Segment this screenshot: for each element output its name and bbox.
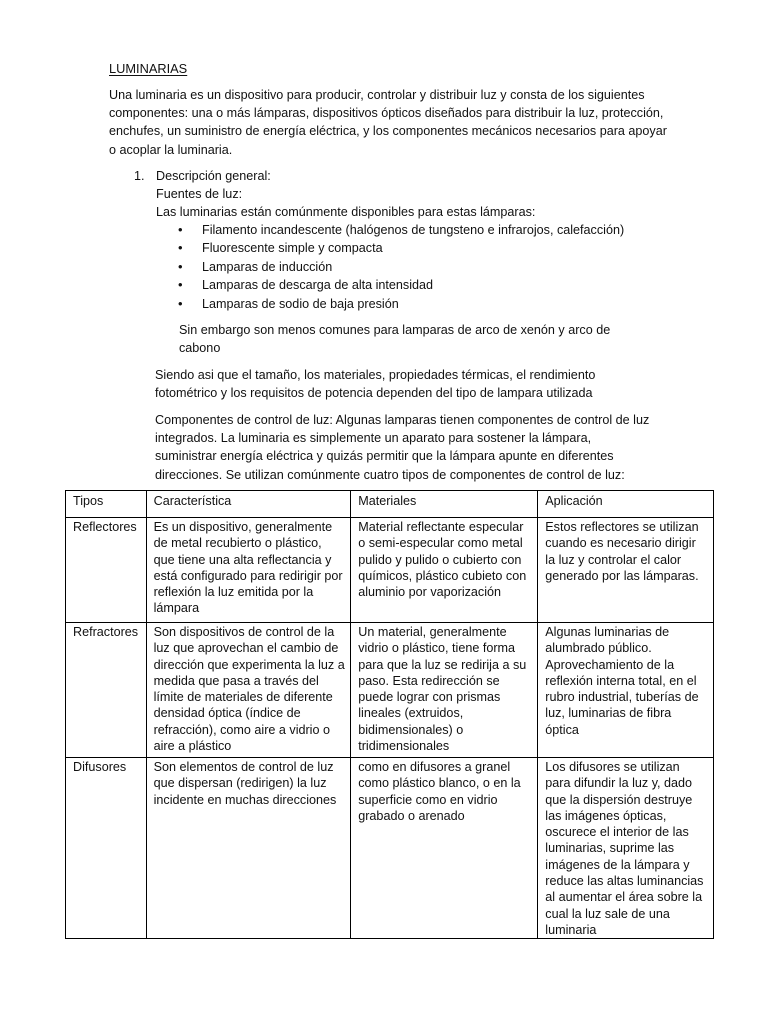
cell-caracteristica: Son dispositivos de control de la luz que aprovechan el cambio de dirección que experimenta la luz a medida que pasa a través del límite de materiales de diferente densidad óptica (índice de refracción), como aire a vidrio o aire a plástico (146, 623, 351, 758)
cell-tipo: Refractores (66, 623, 147, 758)
cell-materiales: como en difusores a granel como plástico blanco, o en la superficie como en vidrio grabado o arenado (351, 758, 538, 939)
list-item-text: Fluorescente simple y compacta (202, 241, 383, 256)
list-item-text: Lamparas de inducción (202, 259, 333, 274)
table-row (66, 518, 714, 623)
xenon-note: Sin embargo son menos comunes para lamparas de arco de xenón y arco de cabono (179, 323, 611, 356)
table-row (66, 758, 714, 939)
light-control-table (65, 490, 714, 939)
header-materiales: Materiales (351, 491, 538, 518)
intro-paragraph: Una luminaria es un dispositivo para producir, controlar y distribuir luz y consta de los siguientes componentes: una o más lámparas, dispositivos ópticos diseñados para distribuir la luz, protección, enchufes, un suministro de energía eléctrica, y los componentes mecánicos necesarios para apoyar o acoplar la luminaria. (109, 88, 667, 157)
cell-aplicacion: Los difusores se utilizan para difundir la luz y, dado que la dispersión destruye las imágenes ópticas, oscurece el interior de las luminarias, suprime las imágenes de la lámpara y reduce las altas luminancias al aumentar el área sobre la cual la luz sale de una luminaria (538, 758, 714, 939)
cell-materiales: Material reflectante especular o semi-especular como metal pulido y pulido o cubierto con químicos, plástico cubieto con aluminio por vaporización (351, 518, 538, 623)
list-item (175, 221, 624, 239)
section-heading: Descripción general: (156, 169, 271, 183)
cell-materiales: Un material, generalmente vidrio o plástico, tiene forma para que la luz se redirija a su paso. Esta redirección se puede lograr con prismas lineales (extruidos, bidimensionales) o tridimensionales (351, 623, 538, 758)
bullet-icon: • (178, 240, 183, 256)
header-caracteristica: Característica (146, 491, 351, 518)
section-number: 1. (134, 169, 145, 183)
cell-aplicacion: Algunas luminarias de alumbrado público. Aprovechamiento de la reflexión interna total, en el rubro industrial, tuberías de luz, luminarias de fibra óptica (538, 623, 714, 758)
componentes-paragraph: Componentes de control de luz: Algunas lamparas tienen componentes de control de luz integrados. La luminaria es simplemente un aparato para sostener la lámpara, suministrar energía eléctrica y quizás permitir que la lámpara apunte en diferentes direcciones. Se utilizan comúnmente cuatro tipos de componentes de control de luz: (155, 413, 650, 482)
list-item-text: Filamento incandescente (halógenos de tungsteno e infrarojos, calefacción) (202, 223, 625, 237)
bullet-icon: • (178, 295, 183, 311)
section-subheading: Fuentes de luz: (156, 187, 243, 201)
cell-aplicacion: Estos reflectores se utilizan cuando es necesario dirigir la luz y controlar el calor generado por las lámparas. (538, 518, 714, 623)
siendo-paragraph: Siendo asi que el tamaño, los materiales, propiedades térmicas, el rendimiento fotométrico y los requisitos de potencia dependen del tipo de lampara utilizada (155, 368, 596, 401)
cell-tipo: Difusores (66, 758, 147, 939)
header-aplicacion: Aplicación (538, 491, 714, 518)
list-item-text: Lamparas de descarga de alta intensidad (202, 278, 434, 293)
table-row (66, 623, 714, 758)
list-item (175, 239, 624, 257)
cell-caracteristica: Es un dispositivo, generalmente de metal recubierto o plástico, que tiene una alta reflectancia y está configurado para redirigir por reflexión la luz emitida por la lámpara (146, 518, 351, 623)
bullet-icon: • (178, 277, 183, 293)
table-header-row (66, 491, 714, 518)
cell-caracteristica: Son elementos de control de luz que dispersan (redirigen) la luz incidente en muchas direcciones (146, 758, 351, 939)
cell-tipo: Reflectores (66, 518, 147, 623)
lamp-types-list (175, 221, 624, 313)
list-item (175, 276, 624, 294)
bullet-icon: • (178, 258, 183, 274)
section-lead: Las luminarias están comúnmente disponibles para estas lámparas: (156, 205, 536, 219)
list-item (175, 295, 624, 313)
document-title: LUMINARIAS (109, 61, 188, 76)
list-item-text: Lamparas de sodio de baja presión (202, 296, 399, 311)
header-tipos: Tipos (66, 491, 147, 518)
list-item (175, 258, 624, 276)
bullet-icon: • (178, 222, 183, 237)
